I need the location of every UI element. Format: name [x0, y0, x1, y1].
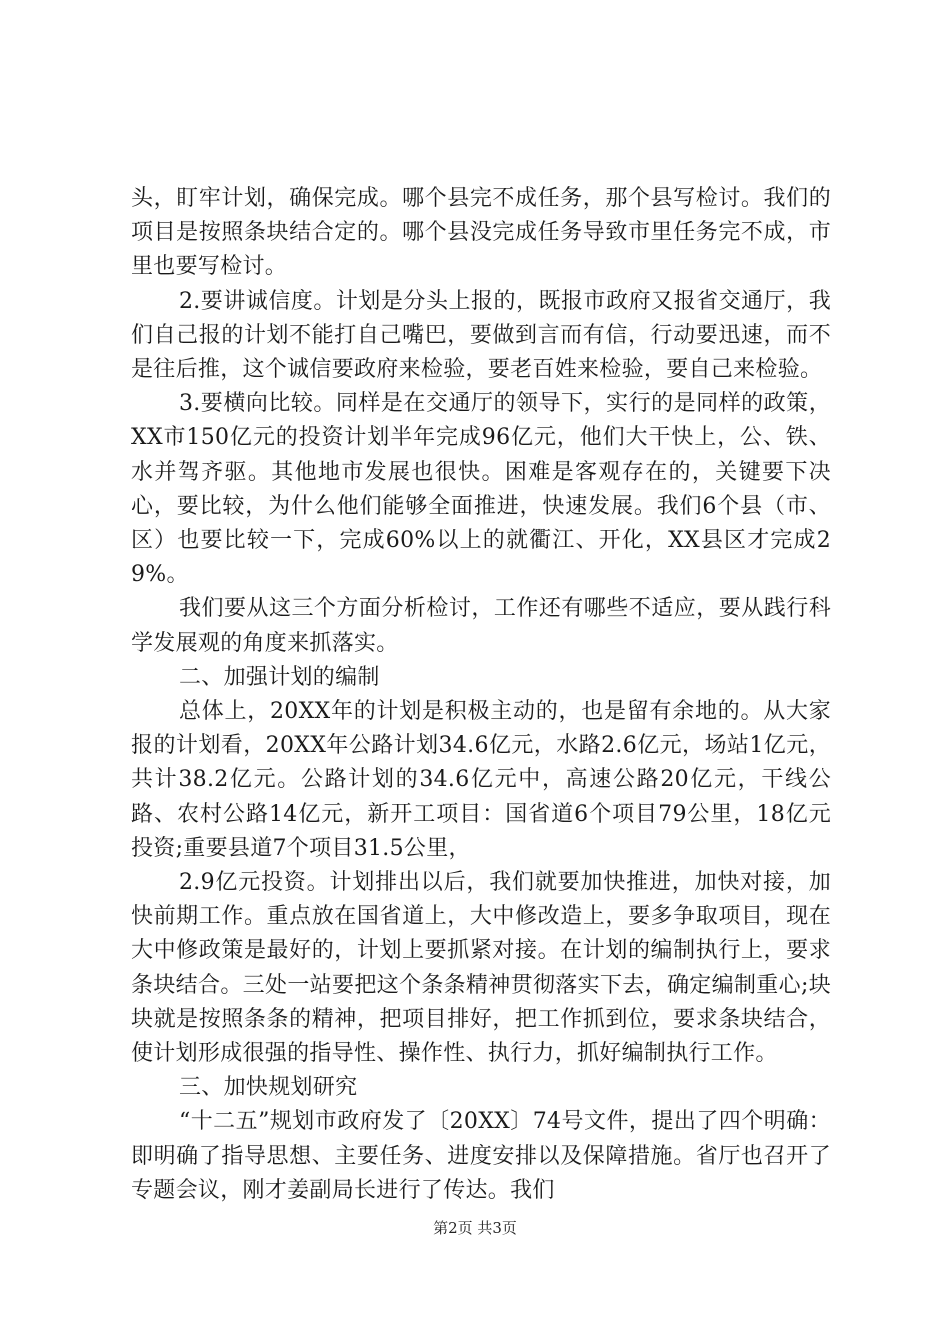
- paragraph-6: 2.9亿元投资。计划排出以后，我们就要加快推进，加快对接，加快前期工作。重点放在国省道上，大中修改造上，要多争取项目，现在大中修政策是最好的，计划上要抓紧对接。在计划的编制执行上，要求条块结合。三处一站要把这个条条精神贯彻落实下去，确定编制重心;块块就是按照条条的精神，把项目排好，把工作抓到位，要求条块结合，使计划形成很强的指导性、操作性、执行力，抓好编制执行工作。: [131, 870, 831, 1067]
- paragraph-1: 头，盯牢计划，确保完成。哪个县完不成任务，那个县写检讨。我们的项目是按照条块结合定的。哪个县没完成任务导致市里任务完不成，市里也要写检讨。: [131, 186, 831, 280]
- section-heading-3: 三、加快规划研究: [179, 1075, 358, 1101]
- paragraph-5: 总体上，20XX年的计划是积极主动的，也是留有余地的。从大家报的计划看，20XX年公路计划34.6亿元，水路2.6亿元，场站1亿元，共计38.2亿元。公路计划的34.6亿元中，高速公路20亿元，干线公路、农村公路14亿元，新开工项目：国省道6个项目79公里，18亿元投资;重要县道7个项目31.5公里，: [131, 699, 831, 861]
- paragraph-4: 我们要从这三个方面分析检讨，工作还有哪些不适应，要从践行科学发展观的角度来抓落实。: [131, 596, 831, 656]
- page-footer: 第2页 共3页: [433, 1219, 517, 1237]
- paragraph-2: 2.要讲诚信度。计划是分头上报的，既报市政府又报省交通厅，我们自己报的计划不能打自己嘴巴，要做到言而有信，行动要迅速，而不是往后推，这个诚信要政府来检验，要老百姓来检验，要自己来检验。: [131, 288, 831, 383]
- paragraph-7: “十二五”规划市政府发了〔20XX〕74号文件，提出了四个明确：即明确了指导思想、主要任务、进度安排以及保障措施。省厅也召开了专题会议，刚才姜副局长进行了传达。我们: [131, 1109, 831, 1203]
- section-heading-2: 二、加强计划的编制: [179, 664, 380, 690]
- document-body: [131, 182, 831, 1208]
- paragraph-3: 3.要横向比较。同样是在交通厅的领导下，实行的是同样的政策，XX市150亿元的投资计划半年完成96亿元，他们大干快上，公、铁、水并驾齐驱。其他地市发展也很快。困难是客观存在的，关键要下决心，要比较，为什么他们能够全面推进，快速发展。我们6个县（市、区）也要比较一下，完成60%以上的就衢江、开化，XX县区才完成29%。: [131, 391, 831, 588]
